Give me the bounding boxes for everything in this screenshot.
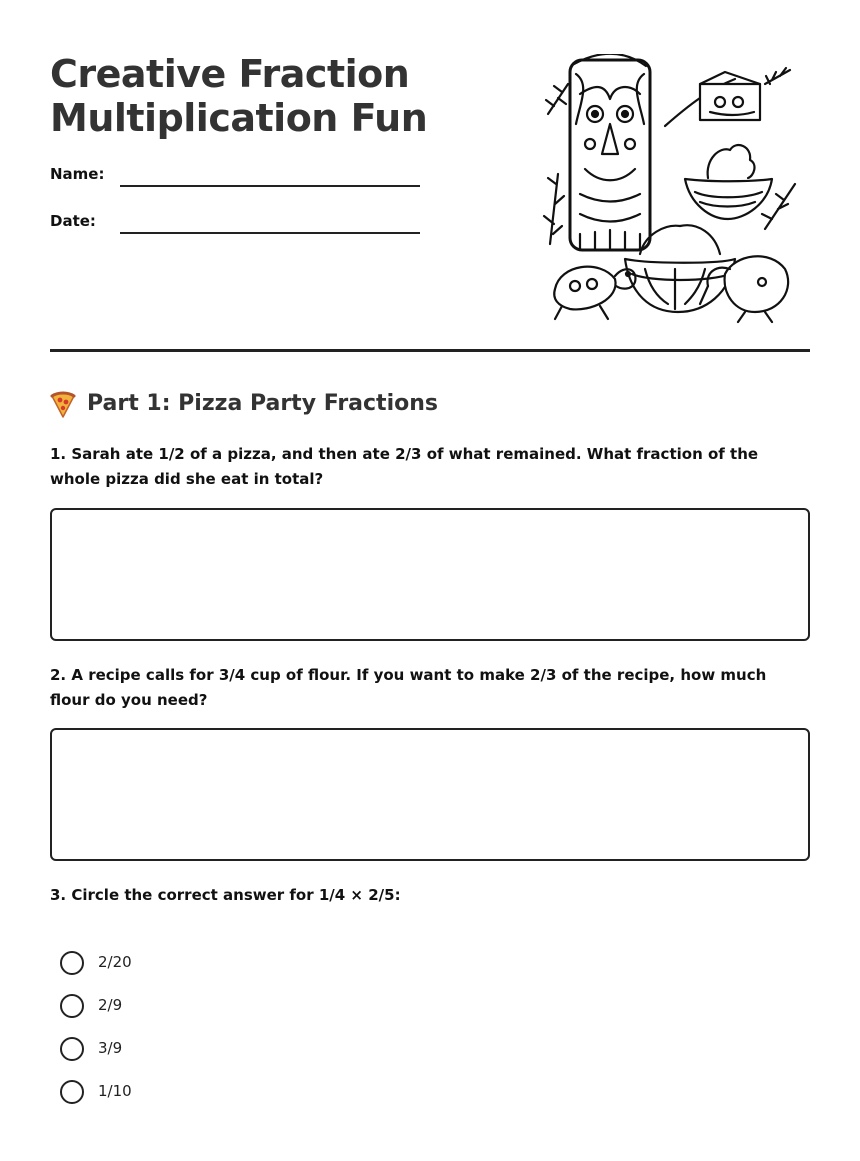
worksheet-title [50, 52, 427, 140]
question-2-text: 2. A recipe calls for 3/4 cup of flour. If you want to make 2/3 of the recipe, how much flour do you need? [50, 666, 767, 709]
pizza-icon [50, 390, 76, 418]
header-divider [50, 349, 810, 352]
question-1-text: 1. Sarah ate 1/2 of a pizza, and then ate 2/3 of what remained. What fraction of the whole pizza did she eat in total? [50, 445, 759, 488]
title-line-1: Creative Fraction [50, 52, 410, 96]
option-radio-circle[interactable] [60, 994, 84, 1018]
food-carving-illustration [540, 54, 800, 324]
worksheet-header [50, 52, 810, 327]
question-3-option[interactable] [60, 1080, 260, 1106]
question-2-answer-box[interactable] [50, 728, 810, 861]
question-3-text: 3. Circle the correct answer for 1/4 × 2/5: [50, 886, 401, 904]
worksheet-page [50, 0, 810, 1161]
name-line[interactable] [120, 185, 420, 187]
option-label: 1/10 [98, 1082, 132, 1100]
option-label: 2/20 [98, 953, 132, 971]
name-field[interactable] [50, 165, 420, 195]
title-line-2: Multiplication Fun [50, 96, 428, 140]
date-field[interactable] [50, 212, 420, 242]
option-radio-circle[interactable] [60, 951, 84, 975]
name-label: Name: [50, 165, 105, 183]
question-3-option[interactable] [60, 951, 260, 977]
part1-title: Part 1: Pizza Party Fractions [87, 391, 438, 416]
date-label: Date: [50, 212, 96, 230]
option-label: 2/9 [98, 996, 123, 1014]
date-line[interactable] [120, 232, 420, 234]
option-radio-circle[interactable] [60, 1080, 84, 1104]
option-radio-circle[interactable] [60, 1037, 84, 1061]
question-3-option[interactable] [60, 1037, 260, 1063]
question-3-option[interactable] [60, 994, 260, 1020]
option-label: 3/9 [98, 1039, 123, 1057]
question-1-answer-box[interactable] [50, 508, 810, 641]
